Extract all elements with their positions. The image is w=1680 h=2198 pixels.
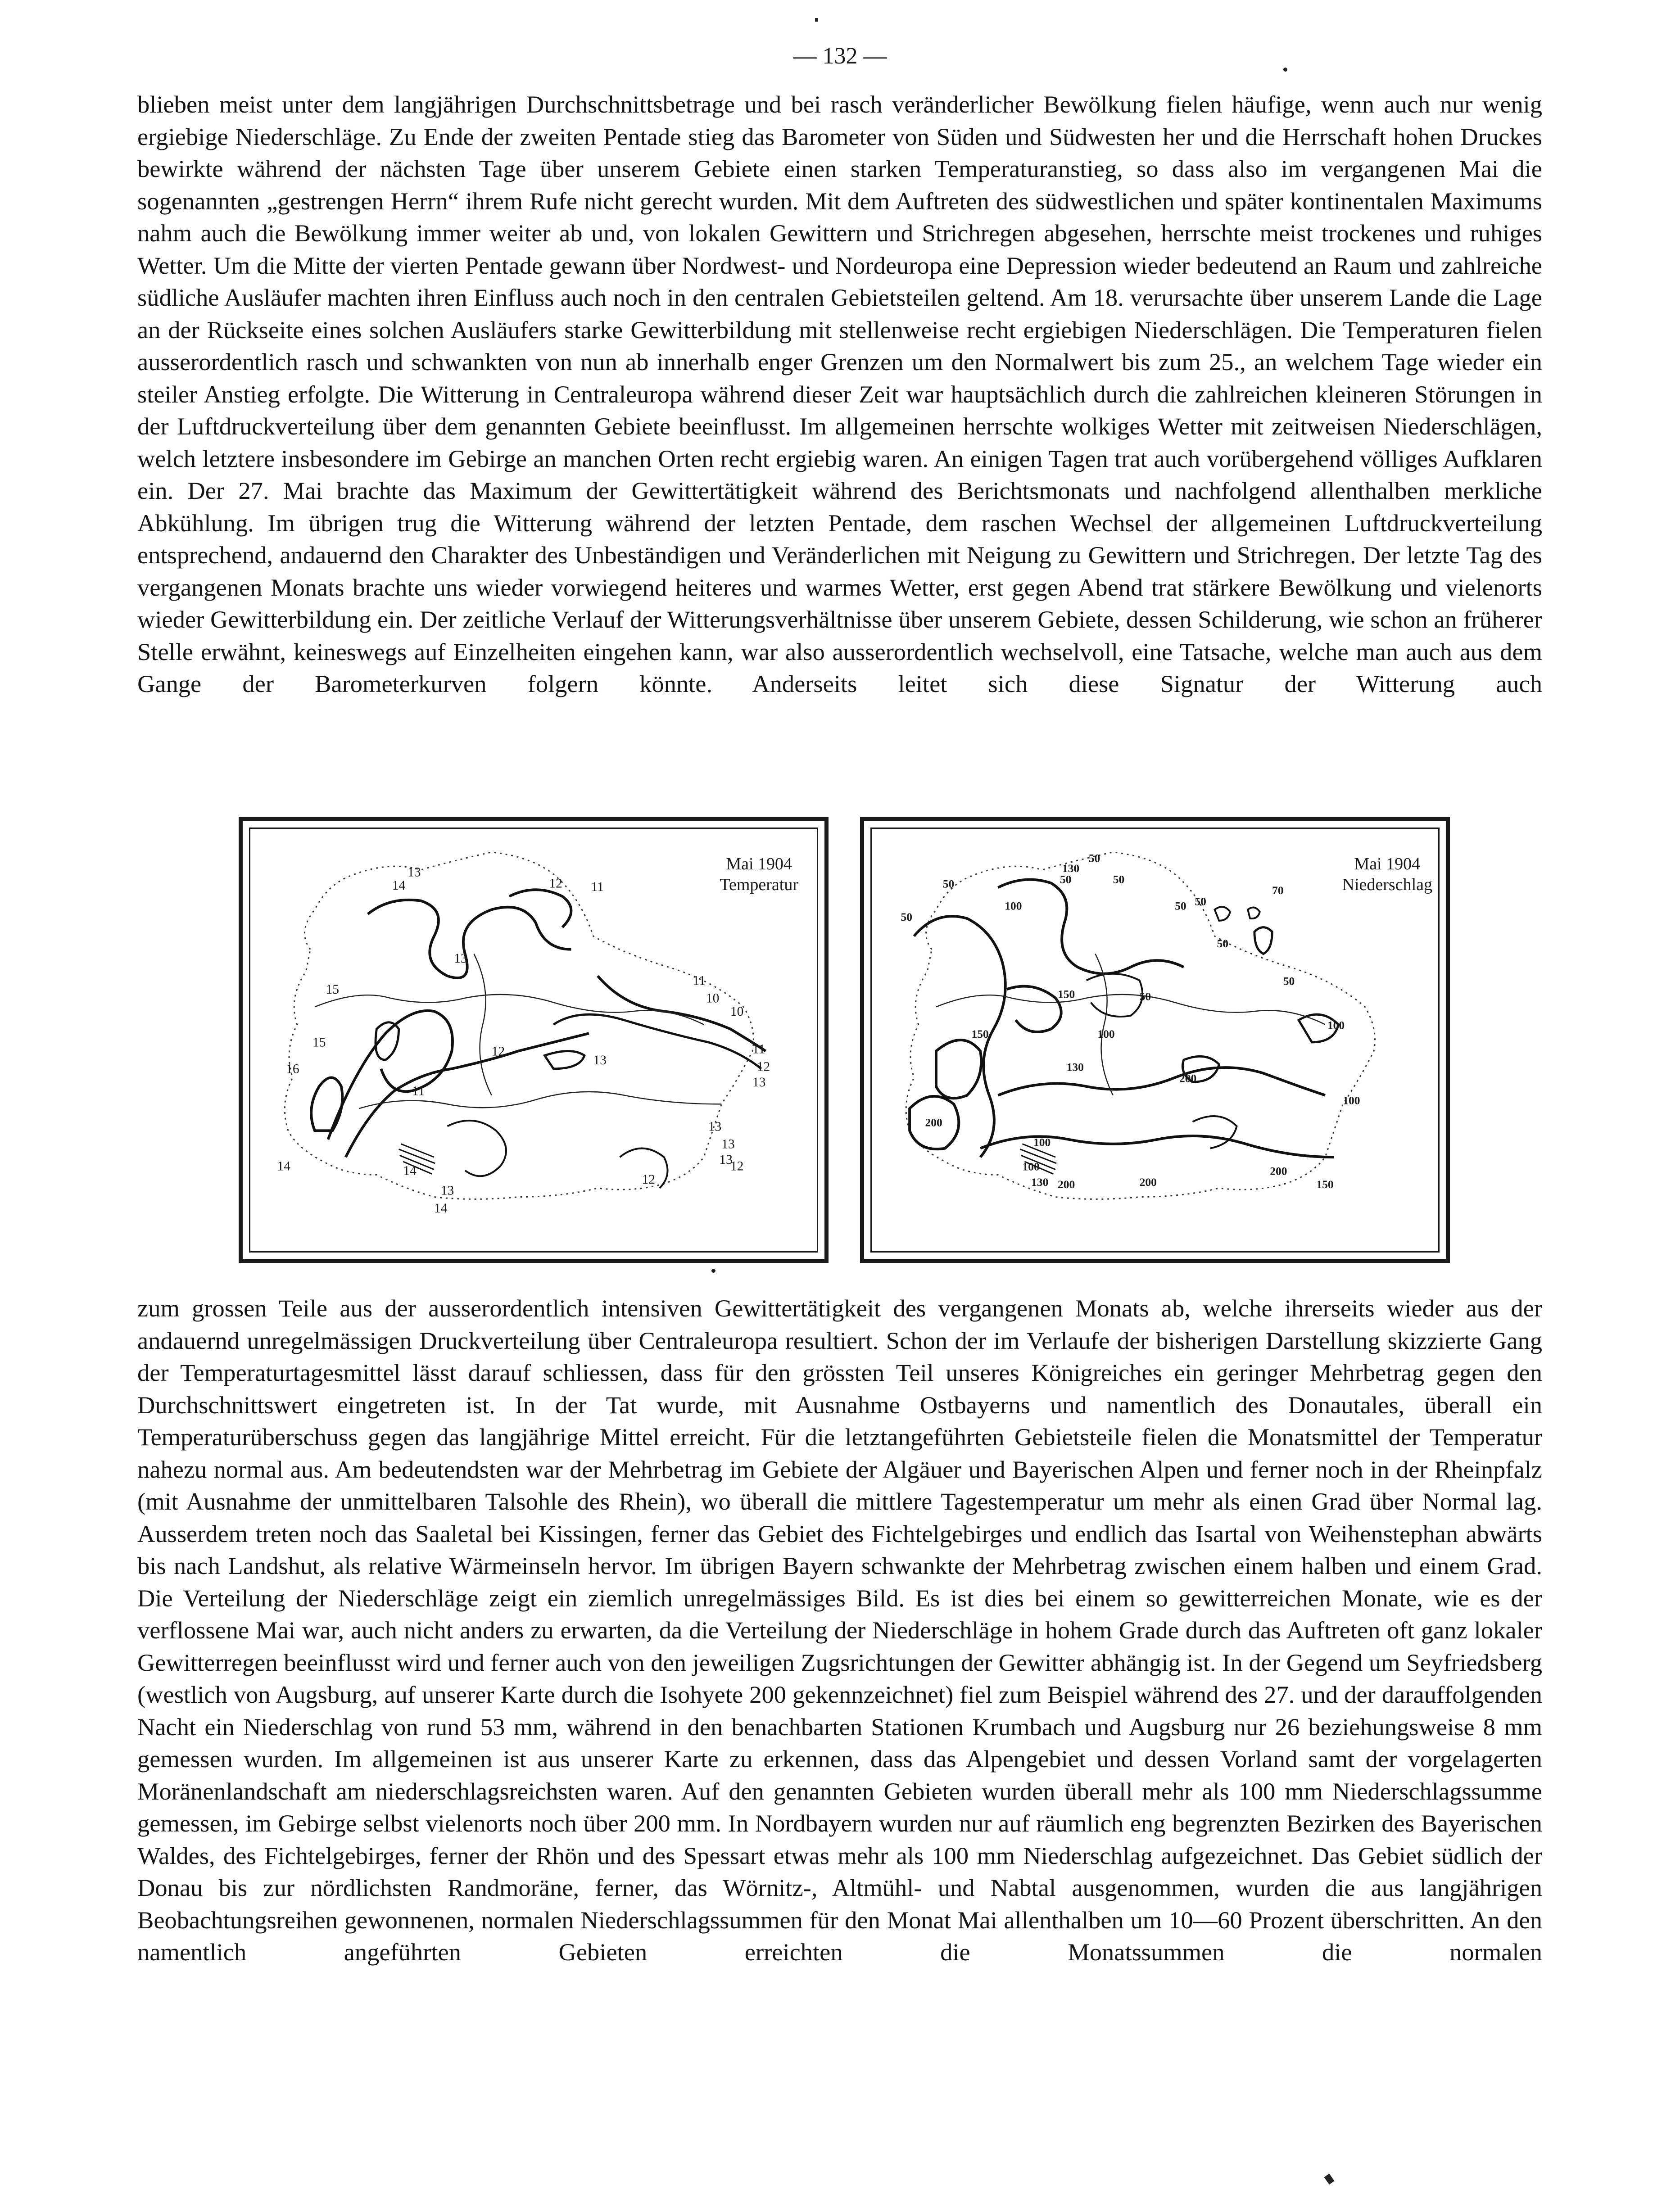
precip-label: 150 <box>1316 1177 1334 1191</box>
temp-label: 11 <box>693 973 706 988</box>
precip-label: 100 <box>1097 1027 1115 1041</box>
temp-label: 13 <box>719 1152 733 1167</box>
precip-label: 50 <box>1088 851 1100 865</box>
temp-label: 14 <box>403 1163 417 1178</box>
temp-label: 11 <box>752 1042 765 1057</box>
precipitation-map-labels <box>901 851 1360 1191</box>
precip-label: 50 <box>1217 936 1228 950</box>
temp-label: 13 <box>408 865 421 880</box>
precip-label: 200 <box>1139 1176 1157 1189</box>
print-speck <box>815 18 818 22</box>
temp-label: 12 <box>730 1159 744 1174</box>
precip-label: 200 <box>1058 1177 1075 1191</box>
precip-label: 50 <box>1195 895 1206 908</box>
temp-label: 13 <box>721 1137 735 1152</box>
temperature-map-title-line1: Mai 1904 <box>726 855 792 873</box>
precip-label: 200 <box>1270 1164 1287 1178</box>
precip-label: 150 <box>971 1027 989 1041</box>
temp-label: 11 <box>591 880 604 895</box>
temp-label: 11 <box>412 1084 425 1099</box>
precipitation-map-figure <box>860 817 1450 1263</box>
precip-label: 50 <box>1139 990 1151 1003</box>
temp-label: 16 <box>286 1062 299 1076</box>
temp-label: 13 <box>593 1053 607 1067</box>
precip-label: 100 <box>1022 1160 1040 1173</box>
precip-label: 50 <box>1283 974 1295 988</box>
precip-label: 100 <box>1033 1135 1051 1149</box>
temperature-map-figure <box>239 817 829 1263</box>
temp-label: 14 <box>392 878 406 893</box>
temp-label: 10 <box>706 991 720 1006</box>
print-speck <box>1324 2174 1335 2184</box>
precip-label: 200 <box>925 1116 942 1129</box>
temp-label: 13 <box>440 1183 454 1198</box>
temp-label: 13 <box>752 1075 766 1090</box>
precipitation-map-title-line2: Niederschlag <box>1342 875 1432 894</box>
precip-label: 50 <box>942 877 955 891</box>
temp-label: 12 <box>491 1044 505 1059</box>
precip-label: 100 <box>1327 1018 1345 1032</box>
temp-label: 12 <box>642 1172 655 1187</box>
temp-label: 10 <box>730 1004 744 1019</box>
precip-label: 150 <box>1058 987 1075 1001</box>
print-speck <box>711 1269 715 1273</box>
precip-label: 50 <box>901 910 912 923</box>
temperature-map-title-line2: Temperatur <box>720 875 798 894</box>
precipitation-map-title <box>1342 854 1432 895</box>
precip-label: 130 <box>1062 861 1080 875</box>
temp-label: 13 <box>454 951 467 966</box>
precip-label: 100 <box>1343 1094 1360 1107</box>
temp-label: 13 <box>708 1119 722 1134</box>
precip-label: 100 <box>1005 899 1022 913</box>
print-speck <box>1283 68 1287 72</box>
precip-label: 130 <box>1066 1060 1084 1074</box>
temp-label: 12 <box>549 876 562 891</box>
temp-label: 15 <box>312 1035 326 1050</box>
page-number: — 132 — <box>793 43 887 69</box>
body-paragraph-top: blieben meist unter dem langjährigen Durchschnittsbetrage und bei rasch veränderlicher Bewölkung fielen häufige, wenn auch nur wenig ergiebige Niederschläge. Zu Ende der zweiten Pentade stieg das Barometer von Süden und Südwesten her und die Herrschaft hohen Druckes bewirkte während der nächsten Tage über unserem Gebiete einen starken Temperaturanstieg, so dass also im vergangenen Mai die sogenannten „gestrengen Herrn“ ihrem Rufe nicht gerecht wurden. Mit dem Auftreten des südwestlichen und später kontinentalen Maximums nahm auch die Bewölkung immer weiter ab und, von lokalen Gewittern und Strichregen abgesehen, herrschte meist trockenes und ruhiges Wetter. Um die Mitte der vierten Pentade gewann über Nordwest- und Nordeuropa eine Depression wieder bedeutend an Raum und zahlreiche südliche Ausläufer machten ihren Einfluss auch noch in den centralen Gebietsteilen geltend. Am 18. verursachte über unserem Lande die Lage an der Rückseite eines solchen Ausläufers starke Gewitterbildung mit stellenweise recht ergiebigen Niederschlägen. Die Temperaturen fielen ausserordentlich rasch und schwankten von nun ab innerhalb enger Grenzen um den Normalwert bis zum 25., an welchem Tage wieder ein steiler Anstieg erfolgte. Die Witterung in Centraleuropa während dieser Zeit war hauptsächlich durch die zahlreichen kleineren Störungen in der Luftdruckverteilung über dem genannten Gebiete beeinflusst. Im allgemeinen herrschte wolkiges Wetter mit zeitweisen Niederschlägen, welch letztere insbesondere im Gebirge an manchen Orten recht ergiebig waren. An einigen Tagen trat auch vorübergehend völliges Aufklaren ein. Der 27. Mai brachte das Maximum der Gewittertätigkeit während des Berichtsmonats und nachfolgend allenthalben merkliche Abkühlung. Im übrigen trug die Witterung während der letzten Pentade, dem raschen Wechsel der allgemeinen Luftdruckverteilung entsprechend, andauernd den Charakter des Unbeständigen und Veränderlichen mit Neigung zu Gewittern und Strichregen. Der letzte Tag des vergangenen Monats brachte uns wieder vorwiegend heiteres und warmes Wetter, erst gegen Abend trat stärkere Bewölkung und vielenorts wieder Gewitterbildung ein. Der zeitliche Verlauf der Witterungsverhältnisse über unserem Gebiete, dessen Schilderung, wie schon an früherer Stelle erwähnt, keineswegs auf Einzelheiten eingehen kann, war also ausserordentlich wechselvoll, eine Tatsache, welche man auch aus dem Gange der Barometerkurven folgern könnte. Anderseits leitet sich diese Signatur der Witterung auch <box>137 90 1542 697</box>
precip-label: 50 <box>1175 899 1186 913</box>
body-paragraph-bottom: zum grossen Teile aus der ausserordentlich intensiven Gewittertätigkeit des vergangenen Monats ab, welche ihrerseits wieder aus der andauernd unregelmässigen Druckverteilung über Centraleuropa resultiert. Schon der im Verlaufe der bisherigen Darstellung skizzierte Gang der Temperaturtagesmittel lässt darauf schliessen, dass für den grössten Teil unseres Königreiches ein geringer Mehrbetrag gegen den Durchschnittswert eingetreten ist. In der Tat wurde, mit Ausnahme Ostbayerns und namentlich des Donautales, überall ein Temperaturüberschuss gegen das langjährige Mittel erreicht. Für die letztangeführten Gebietsteile fielen die Monatsmittel der Temperatur nahezu normal aus. Am bedeutendsten war der Mehrbetrag im Gebiete der Algäuer und Bayerischen Alpen und ferner noch in der Rheinpfalz (mit Ausnahme der unmittelbaren Talsohle des Rhein), wo überall die mittlere Tagestemperatur um mehr als einen Grad über Normal lag. Ausserdem treten noch das Saaletal bei Kissingen, ferner das Gebiet des Fichtelgebirges und endlich das Isartal von Weihenstephan abwärts bis nach Landshut, als relative Wärmeinseln hervor. Im übrigen Bayern schwankte der Mehrbetrag zwischen einem halben und einem Grad. Die Verteilung der Niederschläge zeigt ein ziemlich unregelmässiges Bild. Es ist dies bei einem so gewitterreichen Monate, wie es der verflossene Mai war, auch nicht anders zu erwarten, da die Verteilung der Niederschläge in hohem Grade durch das Auftreten oft ganz lokaler Gewitterregen beeinflusst wird und ferner auch von den jeweiligen Zugsrichtungen der Gewitter abhängig ist. In der Gegend um Seyfriedsberg (westlich von Augsburg, auf unserer Karte durch die Isohyete 200 gekennzeichnet) fiel zum Beispiel während des 27. und der darauffolgenden Nacht ein Niederschlag von rund 53 mm, während in den benachbarten Stationen Krumbach und Augsburg nur 26 beziehungsweise 8 mm gemessen wurden. Im allgemeinen ist aus unserer Karte zu erkennen, dass das Alpengebiet und dessen Vorland samt der vorgelagerten Moränenlandschaft am niederschlagsreichsten waren. Auf den genannten Gebieten wurden überall mehr als 100 mm Niederschlagssumme gemessen, im Gebirge selbst vielenorts noch über 200 mm. In Nordbayern wurden nur auf räumlich eng begrenzten Bezirken des Bayerischen Waldes, des Fichtelgebirges, ferner der Rhön und des Spessart etwas mehr als 100 mm Niederschlag aufgezeichnet. Das Gebiet südlich der Donau bis zur nördlichsten Randmoräne, ferner, das Wörnitz-, Altmühl- und Nabtal ausgenommen, wurden die aus langjährigen Beobachtungsreihen gewonnenen, normalen Niederschlagssummen für den Monat Mai allenthalben um 10—60 Prozent überschritten. An den namentlich angeführten Gebieten erreichten die Monatssummen die normalen <box>137 1294 1542 1966</box>
precip-label: 50 <box>1113 873 1125 886</box>
precip-label: 200 <box>1179 1072 1197 1085</box>
temp-label: 14 <box>434 1201 448 1216</box>
temp-label: 15 <box>326 982 339 997</box>
precip-label: 70 <box>1272 884 1284 897</box>
temperature-map-title <box>720 854 798 895</box>
temp-label: 14 <box>277 1159 290 1174</box>
precip-label: 130 <box>1031 1176 1049 1189</box>
precipitation-map-title-line1: Mai 1904 <box>1354 855 1421 873</box>
temp-label: 12 <box>756 1059 770 1074</box>
precip-label: 50 <box>1060 873 1072 886</box>
